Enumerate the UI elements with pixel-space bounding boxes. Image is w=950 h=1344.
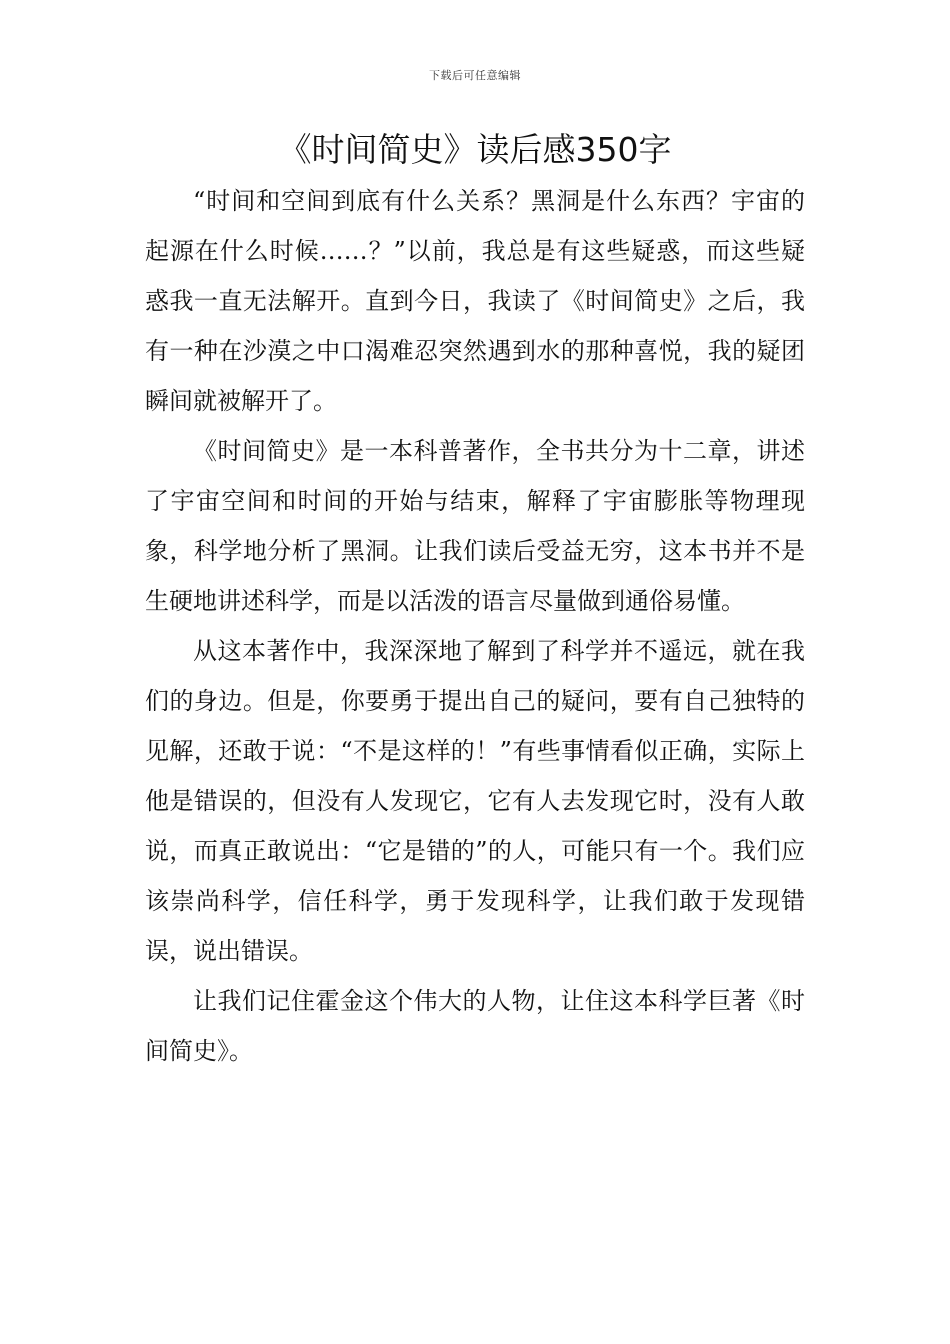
paragraph: 从这本著作中，我深深地了解到了科学并不遥远，就在我们的身边。但是，你要勇于提出自己的疑问，要有自己独特的见解，还敢于说：“不是这样的！”有些事情看似正确，实际上他是错误的，但没有人发现它，它有人去发现它时，没有人敢说，而真正敢说出：“它是错的”的人，可能只有一个。我们应该崇尚科学，信任科学，勇于发现科学，让我们敢于发现错误，说出错误。: [145, 637, 805, 965]
paragraph: “时间和空间到底有什么关系？黑洞是什么东西？宇宙的起源在什么时候……？”以前，我总是有这些疑惑，而这些疑惑我一直无法解开。直到今日，我读了《时间简史》之后，我有一种在沙漠之中口渴难忍突然遇到水的那种喜悦，我的疑团瞬间就被解开了。: [145, 187, 805, 415]
header-note: 下载后可任意编辑: [429, 69, 521, 82]
document-title: 《时间简史》读后感350字: [278, 130, 672, 169]
paragraph: 《时间简史》是一本科普著作，全书共分为十二章，讲述了宇宙空间和时间的开始与结束，解释了宇宙膨胀等物理现象，科学地分析了黑洞。让我们读后受益无穷，这本书并不是生硬地讲述科学，而是以活泼的语言尽量做到通俗易懂。: [145, 437, 805, 615]
document-body: [145, 176, 805, 1076]
paragraph: 让我们记住霍金这个伟大的人物，让住这本科学巨著《时间简史》。: [145, 987, 805, 1065]
